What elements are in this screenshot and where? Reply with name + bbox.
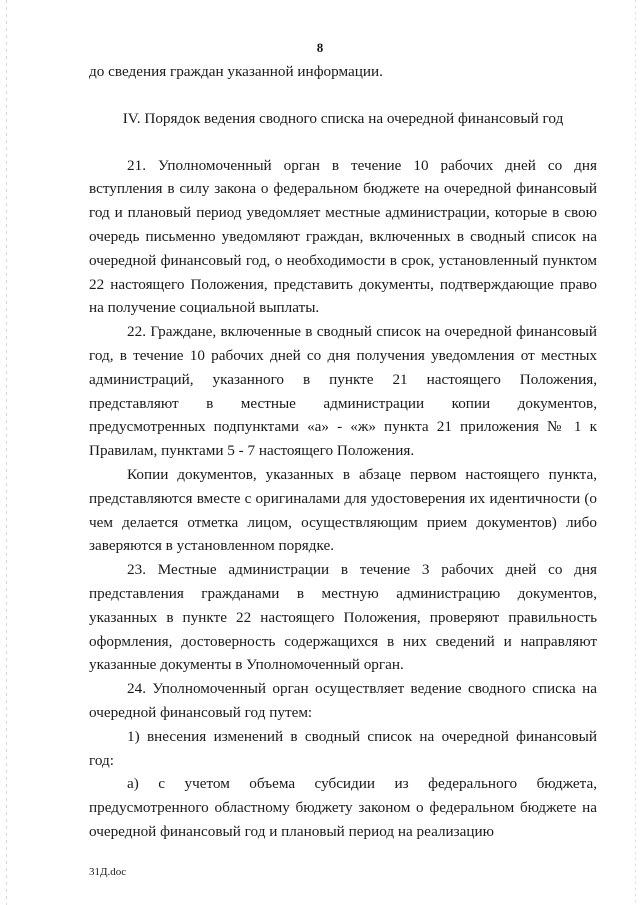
paragraph-22-second: Копии документов, указанных в абзаце первом настоящего пункта, представляются вместе с оригиналами для удостоверения их идентичности (о чем делается отметка лицом, осуществляющим прием документов) либо заверяются в установленном порядке. [89, 465, 597, 555]
paragraph-24-item-1: 1) внесения изменений в сводный список на очередной финансовый год: [89, 727, 597, 769]
paragraph-24: 24. Уполномоченный орган осуществляет ведение сводного списка на очередной финансовый год путем: [89, 680, 597, 721]
paragraph-23: 23. Местные администрации в течение 3 рабочих дней со дня представления гражданами в местную администрацию документов, указанных в пункте 22 настоящего Положения, проверяют правильность оформления, достоверность содержащихся в них сведений и направляют указанные документы в Уполномоченный орган. [89, 561, 597, 674]
footer-filename: 31Д.doc [89, 866, 127, 878]
section-heading: IV. Порядок ведения сводного списка на очередной финансовый год [122, 109, 564, 127]
paragraph-continuation: до сведения граждан указанной информации. [89, 63, 383, 80]
scan-edge-left [6, 0, 7, 905]
scan-edge-right [635, 0, 636, 905]
paragraph-24-subitem-a: а) с учетом объема субсидии из федерального бюджета, предусмотренного областному бюджету законом о федеральном бюджете на очередной финансовый год и плановый период на реализацию [89, 775, 597, 840]
paragraph-21: 21. Уполномоченный орган в течение 10 рабочих дней со дня вступления в силу закона о федеральном бюджете на очередной финансовый год и плановый период уведомляет местные администрации, которые в свою очередь письменно уведомляют граждан, включенных в сводный список на очередной финансовый год, о необходимости в срок, установленный пунктом 22 настоящего Положения, представить документы, подтверждающие право на получение социальной выплаты. [89, 156, 597, 317]
paragraph-22: 22. Граждане, включенные в сводный список на очередной финансовый год, в течение 10 рабочих дней со дня получения уведомления от местных администраций, указанного в пункте 21 настоящего Положения, представляют в местные администрации копии документов, предусмотренных подпунктами «а» - «ж» пункта 21 приложения № 1 к Правилам, пунктами 5 - 7 настоящего Положения. [89, 323, 597, 460]
document-body [89, 60, 597, 844]
page-number: 8 [316, 40, 324, 55]
